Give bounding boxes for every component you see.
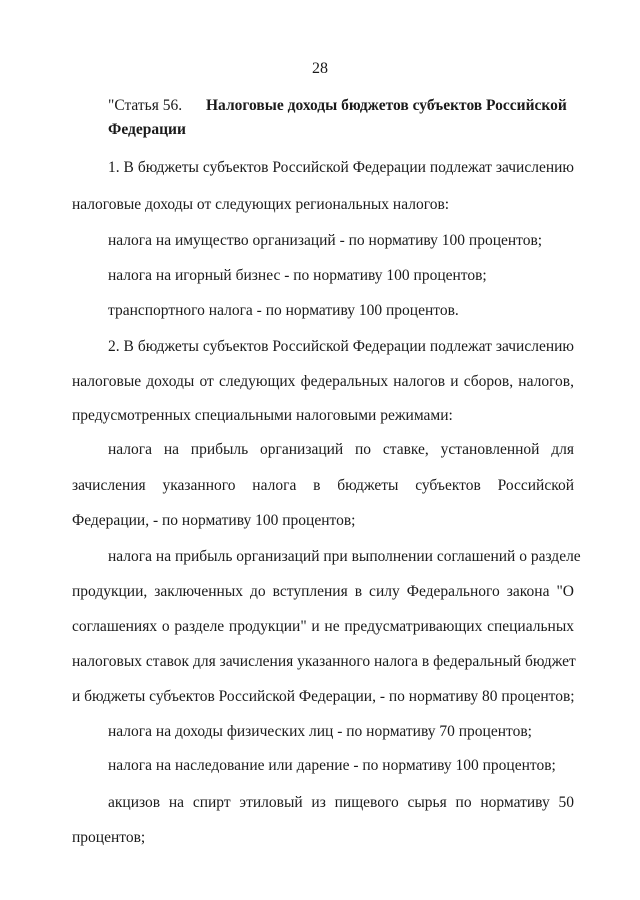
text-line: Федерации, - по нормативу 100 процентов; [72, 512, 356, 529]
text-line: налога на прибыль организаций при выполнении соглашений о разделе [108, 548, 581, 565]
text-line: транспортного налога - по нормативу 100 процентов. [108, 302, 459, 319]
text-line: налога на наследование или дарение - по нормативу 100 процентов; [108, 757, 556, 774]
text-line: налоговые доходы от следующих федеральных налогов и сборов, налогов, [72, 373, 574, 390]
text-line: налога на доходы физических лиц - по нормативу 70 процентов; [108, 723, 532, 740]
text-line: налога на игорный бизнес - по нормативу 100 процентов; [108, 267, 487, 284]
text-line: соглашениях о разделе продукции" и не предусматривающих специальных [72, 618, 574, 635]
text-line: продукции, заключенных до вступления в силу Федерального закона "О [72, 583, 574, 600]
text-line: налоговых ставок для зачисления указанного налога в федеральный бюджет [72, 653, 576, 670]
text-line: 1. В бюджеты субъектов Российской Федерации подлежат зачислению [108, 159, 574, 176]
text-line: акцизов на спирт этиловый из пищевого сырья по нормативу 50 [108, 794, 574, 811]
text-line: 2. В бюджеты субъектов Российской Федерации подлежат зачислению [108, 338, 574, 355]
text-line: и бюджеты субъектов Российской Федерации, - по нормативу 80 процентов; [72, 688, 575, 705]
text-line: налога на прибыль организаций по ставке, установленной для [108, 441, 574, 458]
article-title-line2: Федерации [108, 121, 186, 138]
text-line: налоговые доходы от следующих региональных налогов: [72, 196, 450, 213]
text-line: налога на имущество организаций - по нормативу 100 процентов; [108, 232, 543, 249]
page-number: 28 [312, 60, 328, 77]
article-title-line1: Налоговые доходы бюджетов субъектов Российской [206, 97, 567, 114]
text-line: зачисления указанного налога в бюджеты субъектов Российской [72, 477, 574, 494]
text-line: процентов; [72, 829, 146, 846]
article-heading [108, 94, 578, 142]
text-line: предусмотренных специальными налоговыми режимами: [72, 407, 453, 424]
article-label: "Статья 56. [108, 97, 183, 114]
